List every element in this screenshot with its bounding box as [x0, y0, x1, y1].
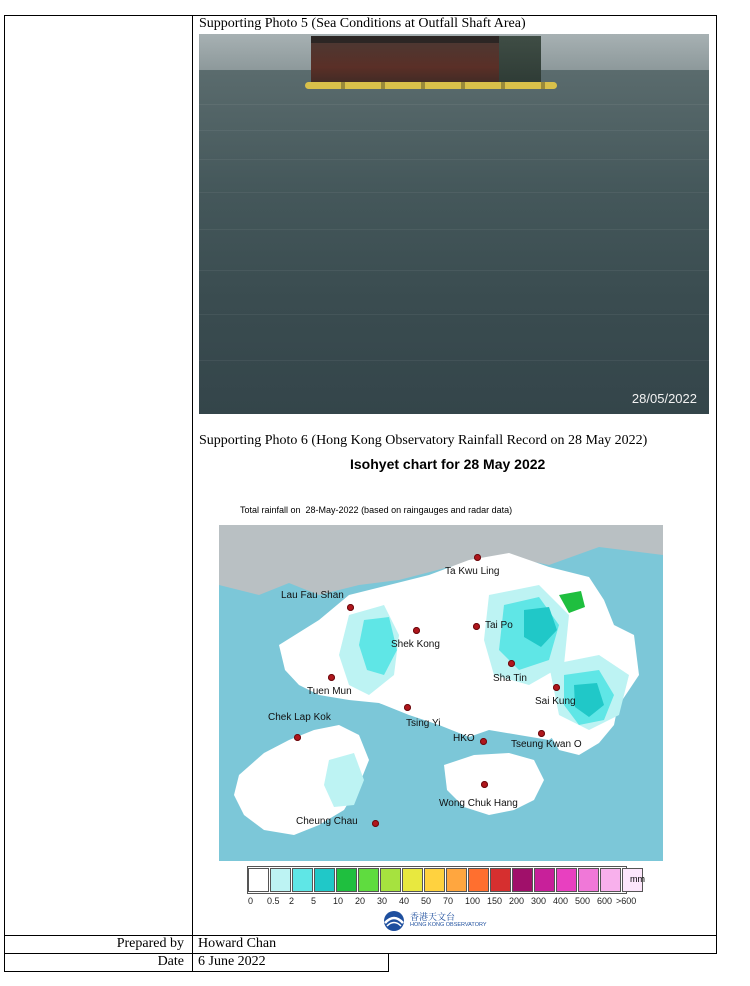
legend-swatch [314, 868, 335, 892]
legend-tick-label: 100 [465, 896, 481, 906]
legend-tick-label: 40 [399, 896, 410, 906]
station-dot-sha-tin [508, 660, 515, 667]
station-dot-tsing-yi [404, 704, 411, 711]
photo5-caption: Supporting Photo 5 (Sea Conditions at Outfall Shaft Area) [199, 16, 526, 31]
legend-swatch [380, 868, 401, 892]
isohyet-map [219, 525, 663, 861]
legend-tick-label: 300 [531, 896, 547, 906]
legend-tick-label: 5 [311, 896, 317, 906]
hko-logo-text-cn: 香港天文台 [410, 913, 456, 923]
hko-logo-icon [382, 910, 406, 932]
hko-logo-text-en: HONG KONG OBSERVATORY [410, 922, 487, 928]
legend-swatch [490, 868, 511, 892]
legend-unit: mm [630, 874, 645, 884]
station-dot-chek-lap-kok [294, 734, 301, 741]
station-dot-cheung-chau [372, 820, 379, 827]
legend-swatch [336, 868, 357, 892]
table-border-bottom [4, 971, 389, 972]
legend-swatch [600, 868, 621, 892]
prepared-by-label: Prepared by [116, 936, 184, 951]
legend-tick-label: 150 [487, 896, 503, 906]
station-label-cheung-chau: Cheung Chau [296, 816, 358, 827]
station-label-chek-lap-kok: Chek Lap Kok [268, 712, 331, 723]
station-dot-tai-po [473, 623, 480, 630]
legend-swatch [270, 868, 291, 892]
station-label-tsing-yi: Tsing Yi [406, 718, 441, 729]
station-dot-ta-kwu-ling [474, 554, 481, 561]
date-value: 6 June 2022 [198, 954, 266, 969]
table-row-divider-2 [4, 953, 717, 954]
station-dot-shek-kong [413, 627, 420, 634]
legend-tick-label: 20 [355, 896, 366, 906]
legend-swatch [556, 868, 577, 892]
station-dot-sai-kung [553, 684, 560, 691]
station-label-hko: HKO [453, 733, 475, 744]
hko-logo [382, 910, 502, 932]
legend-swatch [402, 868, 423, 892]
station-label-tseung-kwan-o: Tseung Kwan O [511, 739, 582, 750]
station-label-shek-kong: Shek Kong [391, 639, 440, 650]
legend-swatch [446, 868, 467, 892]
yellow-floats [305, 82, 557, 89]
station-label-wong-chuk-hang: Wong Chuk Hang [439, 798, 518, 809]
rainfall-map-svg [219, 525, 663, 861]
station-label-sai-kung: Sai Kung [535, 696, 576, 707]
station-label-tai-po: Tai Po [485, 620, 513, 631]
legend-tick-label: 30 [377, 896, 388, 906]
legend-tick-label: 200 [509, 896, 525, 906]
legend-tick-label: >600 [616, 896, 637, 906]
legend-swatch [292, 868, 313, 892]
table-border-date-right [388, 953, 389, 972]
photo-date-stamp: 28/05/2022 [631, 391, 697, 406]
legend-tick-label: 70 [443, 896, 454, 906]
isohyet-chart-subtitle: Total rainfall on 28-May-2022 (based on raingauges and radar data) [240, 505, 513, 515]
table-border-left [4, 15, 5, 971]
station-label-ta-kwu-ling: Ta Kwu Ling [445, 566, 500, 577]
sea-conditions-photo [199, 34, 709, 414]
station-label-lau-fau-shan: Lau Fau Shan [281, 590, 344, 601]
prepared-by-value: Howard Chan [198, 936, 277, 951]
table-border-right [716, 15, 717, 953]
legend-tick-label: 0 [248, 896, 254, 906]
station-dot-lau-fau-shan [347, 604, 354, 611]
legend-swatch [578, 868, 599, 892]
station-dot-tseung-kwan-o [538, 730, 545, 737]
legend-swatch [468, 868, 489, 892]
legend-swatch [512, 868, 533, 892]
legend-swatch [534, 868, 555, 892]
station-dot-hko [480, 738, 487, 745]
photo6-caption: Supporting Photo 6 (Hong Kong Observatory Rainfall Record on 28 May 2022) [199, 433, 648, 448]
legend-tick-label: 2 [289, 896, 295, 906]
table-row-divider-1 [4, 935, 717, 936]
isohyet-chart-title: Isohyet chart for 28 May 2022 [350, 456, 546, 472]
legend-tick-label: 50 [421, 896, 432, 906]
legend-swatch [424, 868, 445, 892]
legend-tick-label: 0.5 [267, 896, 280, 906]
date-label: Date [157, 954, 184, 969]
station-dot-tuen-mun [328, 674, 335, 681]
legend-swatch [358, 868, 379, 892]
station-label-sha-tin: Sha Tin [493, 673, 527, 684]
station-label-tuen-mun: Tuen Mun [307, 686, 352, 697]
table-column-divider [192, 15, 193, 971]
legend-tick-label: 600 [597, 896, 613, 906]
legend-tick-label: 500 [575, 896, 591, 906]
legend-tick-label: 10 [333, 896, 344, 906]
legend-tick-label: 400 [553, 896, 569, 906]
station-dot-wong-chuk-hang [481, 781, 488, 788]
legend-swatch [248, 868, 269, 892]
